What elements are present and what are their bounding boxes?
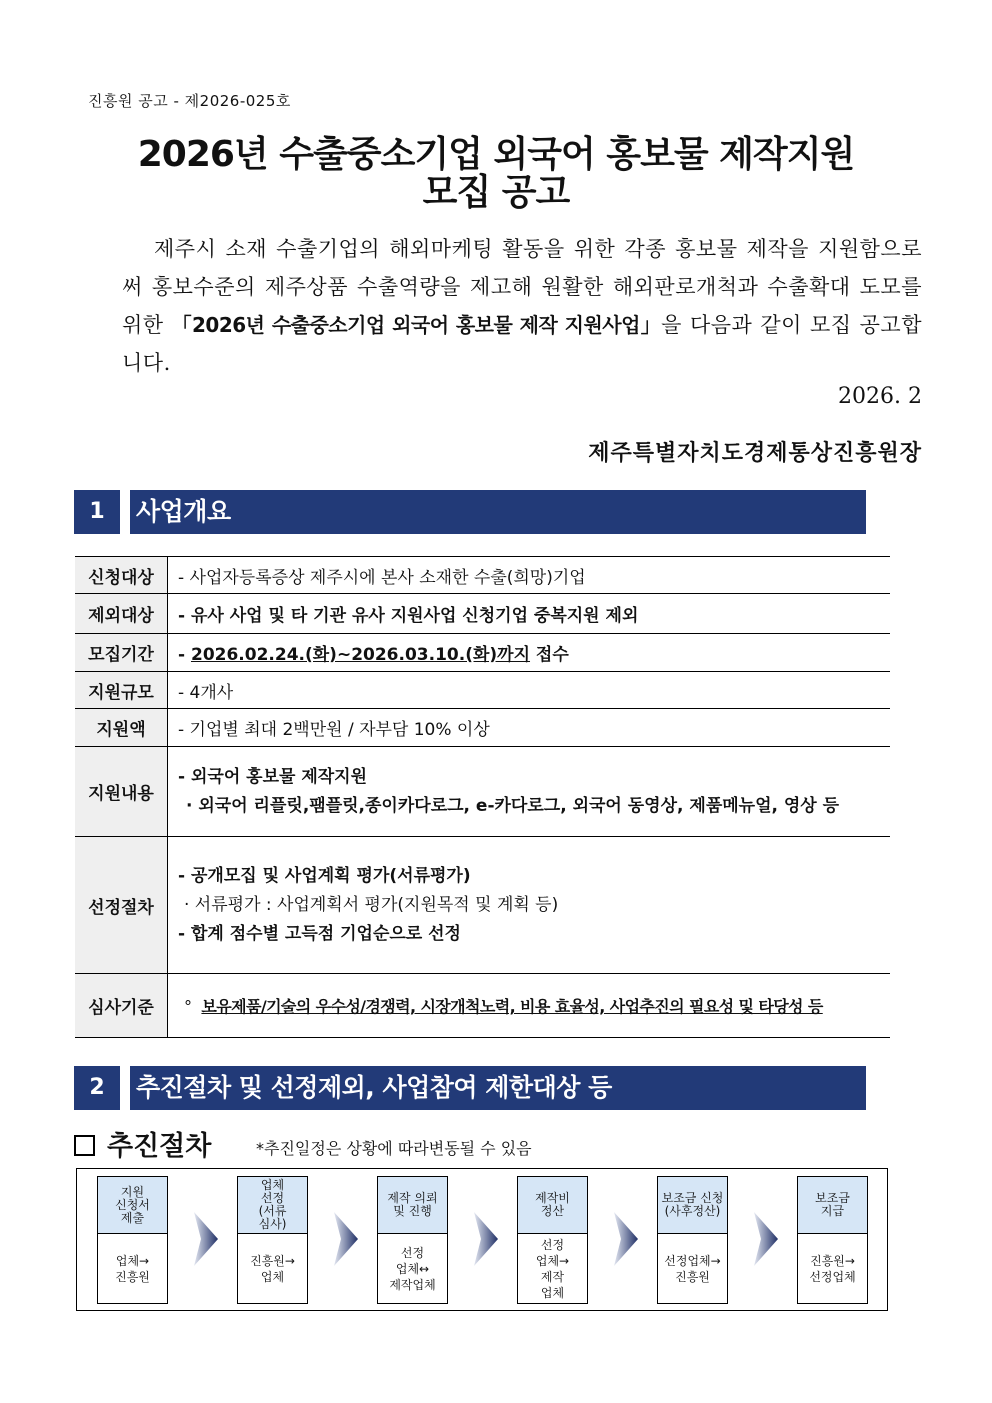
table-row bbox=[75, 634, 890, 672]
process-step-actor: 선정 업체→ 제작 업체 bbox=[535, 1238, 570, 1300]
process-step-actor: 업체→ 진흥원 bbox=[115, 1254, 150, 1284]
process-step-title: 제작비 정산 bbox=[518, 1177, 587, 1234]
process-step-title: 업체 선정 (서류 심사) bbox=[238, 1177, 307, 1234]
row-label: 심사기준 bbox=[75, 974, 168, 1038]
table-row bbox=[75, 837, 890, 974]
content-line-2: · 외국어 리플릿,팸플릿,종이카다로그, e-카다로그, 외국어 동영상, 제품메뉴얼, 영상 등 bbox=[186, 795, 840, 816]
process-step-title: 지원 신청서 제출 bbox=[98, 1177, 167, 1234]
arrow-right-icon bbox=[334, 1212, 358, 1266]
row-label: 신청대상 bbox=[75, 557, 168, 594]
notice-date: 2026. 2 bbox=[838, 384, 922, 409]
section1-title: 사업개요 bbox=[130, 490, 866, 534]
selection-line-3: - 합계 점수별 고득점 기업순으로 선정 bbox=[178, 923, 461, 944]
arrow-right-icon bbox=[474, 1212, 498, 1266]
selection-line-1: - 공개모집 및 사업계획 평가(서류평가) bbox=[178, 865, 471, 886]
document-title-line1: 2026년 수출중소기업 외국어 홍보물 제작지원 bbox=[137, 134, 855, 175]
process-note: *추진일정은 상황에 따라변동될 수 있음 bbox=[256, 1139, 532, 1158]
document-title-line2: 모집 공고 bbox=[422, 172, 570, 213]
process-step bbox=[517, 1176, 588, 1304]
table-row bbox=[75, 709, 890, 747]
row-label: 모집기간 bbox=[75, 634, 168, 672]
row-label: 제외대상 bbox=[75, 594, 168, 634]
arrow-right-icon bbox=[194, 1212, 218, 1266]
process-step-actor: 선정 업체↔ 제작업체 bbox=[389, 1246, 436, 1292]
row-label: 지원규모 bbox=[75, 672, 168, 709]
process-step-title: 제작 의뢰 및 진행 bbox=[378, 1177, 447, 1234]
row-value bbox=[168, 634, 891, 672]
table-row bbox=[75, 557, 890, 594]
process-step bbox=[97, 1176, 168, 1304]
table-row bbox=[75, 594, 890, 634]
intro-text-2: 을 다음과 같이 모집 공고합니다. bbox=[122, 313, 922, 375]
row-value bbox=[168, 837, 891, 974]
process-step bbox=[237, 1176, 308, 1304]
section2-number: 2 bbox=[74, 1066, 120, 1110]
row-value: - 4개사 bbox=[168, 672, 891, 709]
period-dates: 2026.02.24.(화)~2026.03.10.(화)까지 bbox=[190, 645, 531, 665]
period-suffix: 접수 bbox=[530, 645, 569, 665]
process-step-title: 보조금 신청 (사후정산) bbox=[658, 1177, 727, 1234]
criteria-bullet: ° bbox=[184, 997, 192, 1016]
table-row bbox=[75, 672, 890, 709]
row-value bbox=[168, 747, 891, 837]
process-step-actor: 선정업체→ 진흥원 bbox=[664, 1254, 721, 1284]
process-step-actor: 진흥원→ 업체 bbox=[250, 1254, 295, 1284]
criteria-text: 보유제품/기술의 우수성/경쟁력, 시장개척노력, 비용 효율성, 사업추진의 필요성 및 타당성 등 bbox=[201, 997, 823, 1016]
intro-text-1: 제주시 소재 수출기업의 해외마케팅 활동을 위한 각종 홍보물 제작을 지원함으로써 홍보수준의 제주상품 수출역량을 제고해 원활한 해외판로개척과 수출확대 도모를 위한 bbox=[122, 237, 922, 337]
overview-table bbox=[75, 556, 890, 1038]
issuing-organization: 제주특별자치도경제통상진흥원장 bbox=[588, 440, 922, 466]
checkbox-square-icon bbox=[74, 1135, 95, 1156]
period-prefix: - bbox=[178, 645, 191, 665]
row-label: 지원내용 bbox=[75, 747, 168, 837]
content-line-1: - 외국어 홍보물 제작지원 bbox=[178, 766, 368, 787]
row-label: 지원액 bbox=[75, 709, 168, 747]
process-step-title: 보조금 지급 bbox=[798, 1177, 867, 1234]
row-value: - 유사 사업 및 타 기관 유사 지원사업 신청기업 중복지원 제외 bbox=[168, 594, 891, 634]
process-heading-text: 추진절차 bbox=[107, 1131, 212, 1162]
notice-number: 진흥원 공고 - 제2026-025호 bbox=[88, 92, 291, 110]
process-step bbox=[377, 1176, 448, 1304]
intro-paragraph bbox=[122, 230, 922, 382]
row-value: - 기업별 최대 2백만원 / 자부담 10% 이상 bbox=[168, 709, 891, 747]
arrow-right-icon bbox=[614, 1212, 638, 1266]
intro-program-name: 「2026년 수출중소기업 외국어 홍보물 제작 지원사업」 bbox=[171, 313, 662, 337]
selection-line-2: · 서류평가 : 사업계획서 평가(지원목적 및 계획 등) bbox=[184, 894, 559, 915]
process-heading bbox=[74, 1124, 211, 1163]
process-step bbox=[657, 1176, 728, 1304]
table-row bbox=[75, 974, 890, 1038]
row-value bbox=[168, 974, 891, 1038]
process-step bbox=[797, 1176, 868, 1304]
section1-number: 1 bbox=[74, 490, 120, 534]
table-row bbox=[75, 747, 890, 837]
section2-title: 추진절차 및 선정제외, 사업참여 제한대상 등 bbox=[130, 1066, 866, 1110]
row-value: - 사업자등록증상 제주시에 본사 소재한 수출(희망)기업 bbox=[168, 557, 891, 594]
arrow-right-icon bbox=[754, 1212, 778, 1266]
process-step-actor: 진흥원→ 선정업체 bbox=[809, 1254, 856, 1284]
row-label: 선정절차 bbox=[75, 837, 168, 974]
